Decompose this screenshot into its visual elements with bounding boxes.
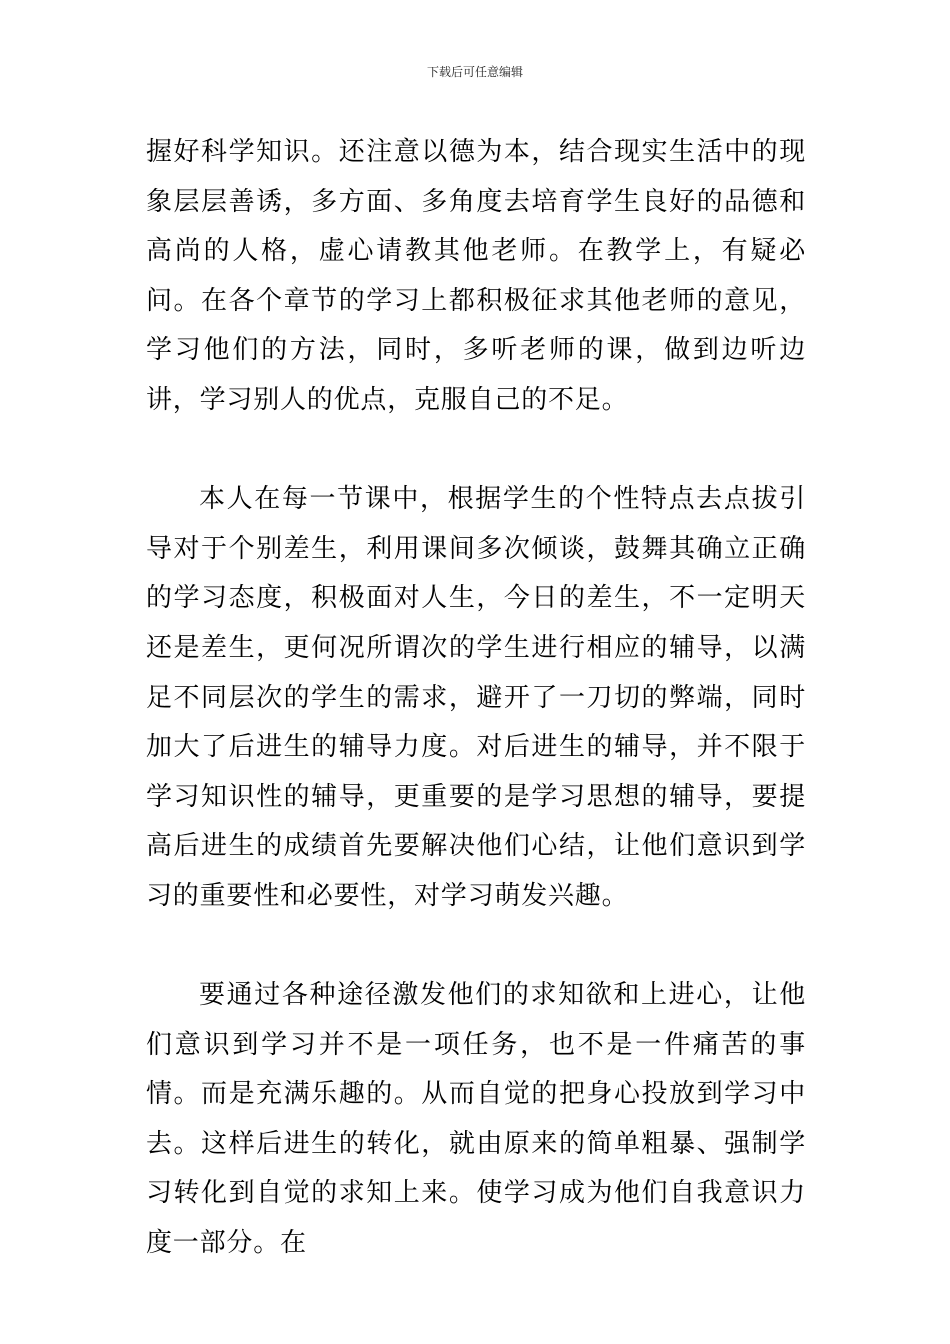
paragraph-3: 要通过各种途径激发他们的求知欲和上进心，让他们意识到学习并不是一项任务，也不是一件痛苦的事情。而是充满乐趣的。从而自觉的把身心投放到学习中去。这样后进生的转化，就由原来的简单粗暴、强制学习转化到自觉的求知上来。使学习成为他们自我意识力度一部分。在 [146, 980, 806, 1259]
page-header: 下载后可任意编辑 [426, 65, 523, 79]
paragraph-1: 握好科学知识。还注意以德为本，结合现实生活中的现象层层善诱，多方面、多角度去培育学生良好的品德和高尚的人格，虚心请教其他老师。在教学上，有疑必问。在各个章节的学习上都积极征求其他老师的意见，学习他们的方法，同时，多听老师的课，做到边听边讲，学习别人的优点，克服自己的不足。 [146, 137, 806, 415]
document-body [146, 128, 806, 1269]
paragraph-2: 本人在每一节课中，根据学生的个性特点去点拔引导对于个别差生，利用课间多次倾谈，鼓舞其确立正确的学习态度，积极面对人生，今日的差生，不一定明天还是差生，更何况所谓次的学生进行相应的辅导，以满足不同层次的学生的需求，避开了一刀切的弊端，同时加大了后进生的辅导力度。对后进生的辅导，并不限于学习知识性的辅导，更重要的是学习思想的辅导，要提高后进生的成绩首先要解决他们心结，让他们意识到学习的重要性和必要性，对学习萌发兴趣。 [146, 484, 806, 911]
